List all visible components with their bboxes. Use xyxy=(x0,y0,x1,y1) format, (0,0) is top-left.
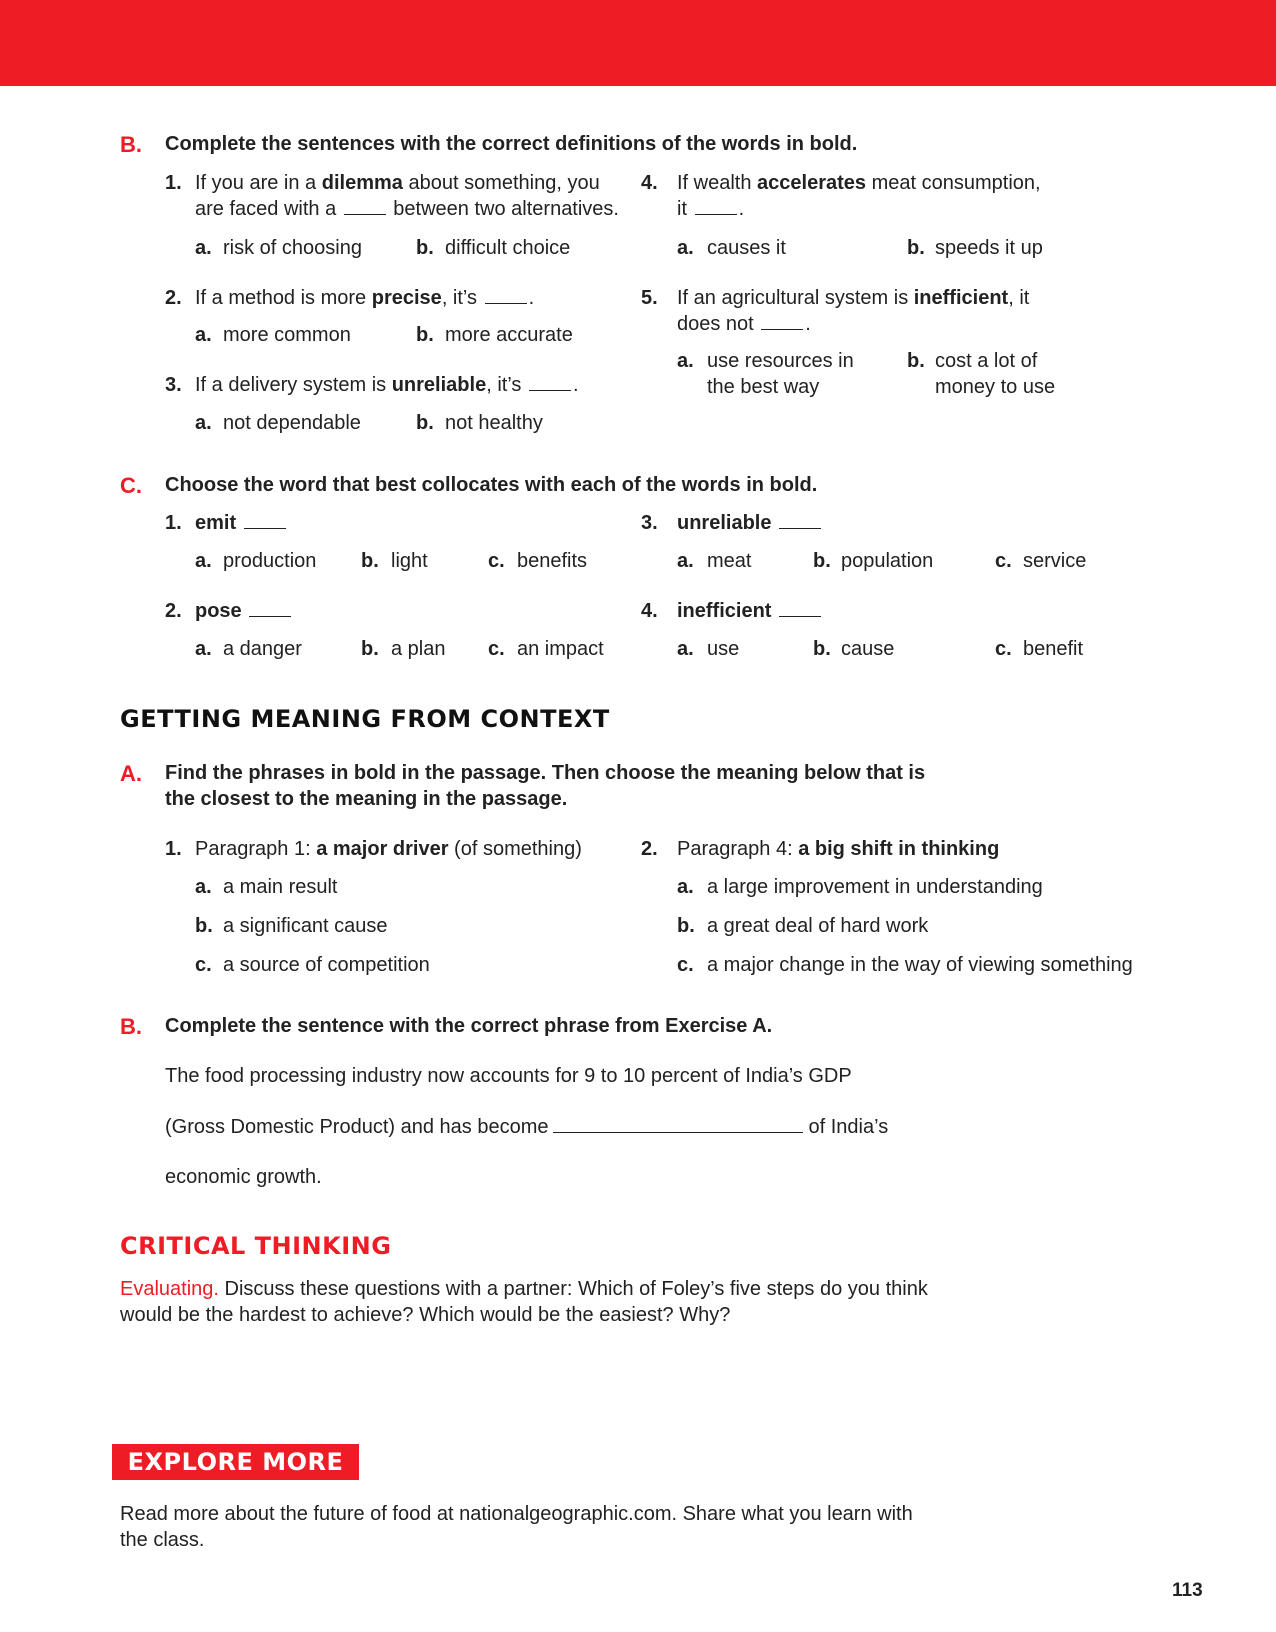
answer-blank xyxy=(761,311,803,330)
exercise-a-instruction-line2: the closest to the meaning in the passage. xyxy=(165,788,568,810)
option-letter: b. xyxy=(416,237,434,259)
exercise-letter-b2: B. xyxy=(120,1014,142,1039)
option-text: risk of choosing xyxy=(223,237,362,259)
question-number: 2. xyxy=(641,838,658,860)
option-letter: b. xyxy=(195,915,213,937)
option-letter: a. xyxy=(677,638,694,660)
option-text: cost a lot of xyxy=(935,350,1038,372)
question-text: If a method is more precise, it’s . xyxy=(195,287,535,309)
option-letter: a. xyxy=(195,550,212,572)
answer-blank xyxy=(779,598,821,617)
exercise-a-instruction: Find the phrases in bold in the passage. Then choose the meaning below that is xyxy=(165,762,926,784)
option-letter: b. xyxy=(813,550,831,572)
option-text: use xyxy=(707,638,740,660)
option-letter: b. xyxy=(361,638,379,660)
option-text: meat xyxy=(707,550,752,572)
option-text: a main result xyxy=(223,876,338,898)
option-letter: a. xyxy=(195,876,212,898)
answer-blank-long xyxy=(553,1114,803,1133)
option-text: benefits xyxy=(517,550,588,572)
option-text: more common xyxy=(223,324,351,346)
question-text-line2: it . xyxy=(677,198,745,220)
option-text: a major change in the way of viewing something xyxy=(707,954,1133,976)
option-text-line2: the best way xyxy=(707,376,820,398)
option-letter: b. xyxy=(416,324,434,346)
option-text: an impact xyxy=(517,638,604,660)
answer-blank xyxy=(529,372,571,391)
question-text: Paragraph 4: a big shift in thinking xyxy=(677,838,1000,860)
option-letter: a. xyxy=(677,350,694,372)
option-letter: a. xyxy=(677,550,694,572)
question-text: If wealth accelerates meat consumption, xyxy=(677,172,1041,194)
option-text: a significant cause xyxy=(223,915,388,937)
answer-blank xyxy=(344,196,386,215)
page-number: 113 xyxy=(1172,1580,1203,1601)
explore-text: Read more about the future of food at nationalgeographic.com. Share what you learn with xyxy=(120,1503,913,1525)
answer-blank xyxy=(779,510,821,529)
option-text: a danger xyxy=(223,638,302,660)
section-heading-critical: CRITICAL THINKING xyxy=(120,1232,392,1260)
question-number: 4. xyxy=(641,600,658,622)
question-number: 2. xyxy=(165,600,182,622)
option-letter: c. xyxy=(195,954,212,976)
question-text: Paragraph 1: a major driver (of something) xyxy=(195,838,582,860)
critical-text-line2: would be the hardest to achieve? Which would be the easiest? Why? xyxy=(120,1304,731,1326)
option-text: service xyxy=(1023,550,1087,572)
option-text: not dependable xyxy=(223,412,361,434)
option-letter: c. xyxy=(995,638,1012,660)
option-text: more accurate xyxy=(445,324,573,346)
option-letter: b. xyxy=(416,412,434,434)
sentence-line: economic growth. xyxy=(165,1166,322,1188)
question-number: 1. xyxy=(165,512,182,534)
answer-blank xyxy=(249,598,291,617)
critical-text: Evaluating. Discuss these questions with a partner: Which of Foley’s five steps do you think xyxy=(120,1278,928,1300)
answer-blank xyxy=(695,196,737,215)
option-letter: b. xyxy=(677,915,695,937)
exercise-letter-b: B. xyxy=(120,132,142,157)
option-text: cause xyxy=(841,638,895,660)
option-text: not healthy xyxy=(445,412,543,434)
option-text: speeds it up xyxy=(935,237,1043,259)
question-number: 2. xyxy=(165,287,182,309)
option-letter: c. xyxy=(677,954,694,976)
option-text: population xyxy=(841,550,934,572)
exercise-b2-instruction: Complete the sentence with the correct phrase from Exercise A. xyxy=(165,1015,773,1037)
question-text: unreliable xyxy=(677,510,823,537)
question-text-line2: are faced with a between two alternatives. xyxy=(195,198,619,220)
option-text: use resources in xyxy=(707,350,854,372)
option-letter: b. xyxy=(813,638,831,660)
option-letter: a. xyxy=(195,638,212,660)
option-letter: c. xyxy=(488,638,505,660)
option-letter: a. xyxy=(195,237,212,259)
question-text: pose xyxy=(195,598,293,625)
question-text: emit xyxy=(195,510,288,537)
question-number: 1. xyxy=(165,838,182,860)
question-number: 3. xyxy=(165,374,182,396)
option-text: a source of competition xyxy=(223,954,430,976)
explore-text-line2: the class. xyxy=(120,1529,205,1551)
question-number: 4. xyxy=(641,172,658,194)
option-text-line2: money to use xyxy=(935,376,1056,398)
header-red-band xyxy=(0,0,1276,86)
option-text: difficult choice xyxy=(445,237,571,259)
exercise-b-instruction: Complete the sentences with the correct definitions of the words in bold. xyxy=(165,133,858,155)
answer-blank xyxy=(244,510,286,529)
option-letter: c. xyxy=(995,550,1012,572)
option-letter: a. xyxy=(677,876,694,898)
option-text: causes it xyxy=(707,237,786,259)
option-letter: a. xyxy=(677,237,694,259)
option-text: production xyxy=(223,550,317,572)
option-letter: b. xyxy=(361,550,379,572)
option-text: a plan xyxy=(391,638,446,660)
option-letter: a. xyxy=(195,324,212,346)
section-heading-context: GETTING MEANING FROM CONTEXT xyxy=(120,705,610,733)
question-number: 5. xyxy=(641,287,658,309)
option-text: light xyxy=(391,550,428,572)
question-number: 3. xyxy=(641,512,658,534)
option-letter: b. xyxy=(907,237,925,259)
exercise-letter-a: A. xyxy=(120,761,142,786)
option-letter: c. xyxy=(488,550,505,572)
sentence-line: The food processing industry now accounts for 9 to 10 percent of India’s GDP xyxy=(165,1065,852,1087)
explore-more-banner: EXPLORE MORE xyxy=(112,1444,359,1480)
option-text: a great deal of hard work xyxy=(707,915,929,937)
question-text-line2: does not . xyxy=(677,313,811,335)
exercise-letter-c: C. xyxy=(120,473,142,498)
exercise-c-instruction: Choose the word that best collocates with each of the words in bold. xyxy=(165,474,818,496)
option-text: benefit xyxy=(1023,638,1084,660)
option-letter: b. xyxy=(907,350,925,372)
question-text: inefficient xyxy=(677,598,823,625)
option-letter: a. xyxy=(195,412,212,434)
answer-blank xyxy=(485,285,527,304)
question-text: If a delivery system is unreliable, it’s . xyxy=(195,374,579,396)
question-text: If an agricultural system is inefficient, it xyxy=(677,287,1030,309)
option-text: a large improvement in understanding xyxy=(707,876,1043,898)
question-number: 1. xyxy=(165,172,182,194)
sentence-line: (Gross Domestic Product) and has become of India’s xyxy=(165,1116,889,1138)
question-text: If you are in a dilemma about something, you xyxy=(195,172,600,194)
